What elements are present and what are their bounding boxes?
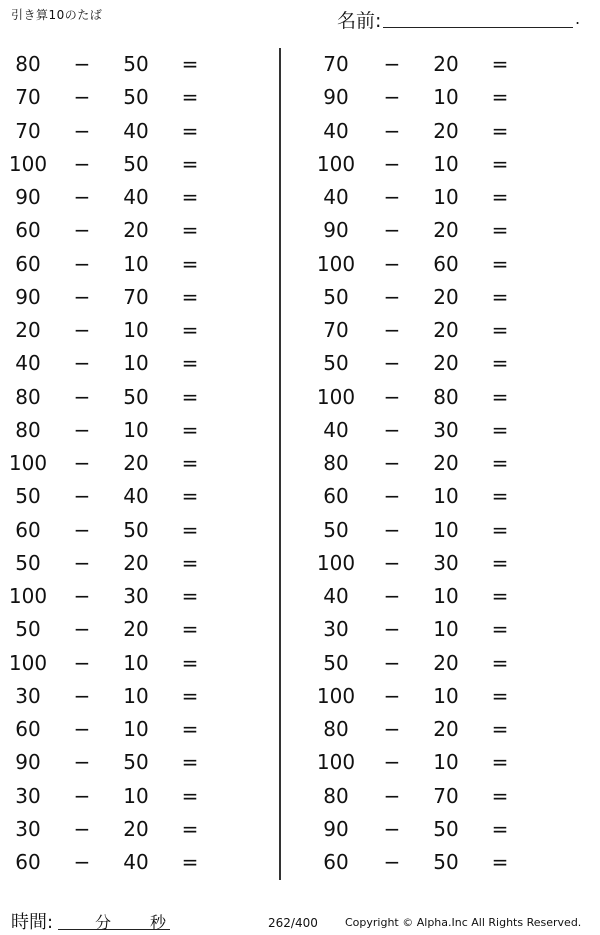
problem-row xyxy=(310,547,590,580)
subtrahend: 80 xyxy=(433,384,459,409)
equals-sign: = xyxy=(181,251,199,276)
minus-sign: − xyxy=(73,850,91,874)
minus-sign: − xyxy=(383,85,401,110)
equals-sign: = xyxy=(491,185,509,209)
minuend: 90 xyxy=(323,816,349,841)
equals-sign: = xyxy=(181,52,199,76)
minuend: 50 xyxy=(15,617,41,642)
minuend: 30 xyxy=(15,816,41,841)
equals-sign: = xyxy=(181,650,199,675)
problem-row xyxy=(310,514,590,547)
subtrahend: 50 xyxy=(123,151,149,176)
minus-sign: − xyxy=(383,783,401,808)
equals-sign: = xyxy=(181,218,199,243)
minus-sign: − xyxy=(383,218,401,243)
subtrahend: 40 xyxy=(123,118,149,143)
minuend: 40 xyxy=(323,584,349,608)
subtrahend: 40 xyxy=(123,185,149,209)
subtrahend: 10 xyxy=(433,484,459,509)
problem-row xyxy=(310,148,590,181)
subtrahend: 20 xyxy=(433,284,459,309)
equals-sign: = xyxy=(181,284,199,309)
equals-sign: = xyxy=(491,52,509,76)
problem-row xyxy=(0,48,280,81)
subtrahend: 50 xyxy=(433,850,459,874)
minuend: 50 xyxy=(323,351,349,376)
problem-row xyxy=(0,680,280,713)
minus-sign: − xyxy=(383,251,401,276)
problem-row xyxy=(0,846,280,879)
problem-row xyxy=(310,613,590,646)
subtrahend: 30 xyxy=(433,550,459,575)
minus-sign: − xyxy=(73,816,91,841)
subtrahend: 10 xyxy=(123,351,149,376)
minuend: 60 xyxy=(15,218,41,243)
minus-sign: − xyxy=(383,318,401,342)
equals-sign: = xyxy=(491,650,509,675)
minus-sign: − xyxy=(383,584,401,608)
minuend: 100 xyxy=(8,151,48,176)
page-counter: 262/400 xyxy=(268,916,318,930)
minutes-label: 分 xyxy=(95,913,112,932)
minuend: 80 xyxy=(15,417,41,442)
problem-row xyxy=(0,81,280,114)
subtrahend: 50 xyxy=(433,816,459,841)
subtrahend: 30 xyxy=(123,584,149,608)
minus-sign: − xyxy=(73,218,91,243)
minus-sign: − xyxy=(73,451,91,475)
equals-sign: = xyxy=(181,185,199,209)
minuend: 20 xyxy=(15,318,41,342)
equals-sign: = xyxy=(491,717,509,741)
problem-row xyxy=(0,148,280,181)
right-problem-column xyxy=(310,48,590,879)
equals-sign: = xyxy=(181,484,199,509)
equals-sign: = xyxy=(181,351,199,376)
equals-sign: = xyxy=(491,451,509,475)
equals-sign: = xyxy=(491,151,509,176)
subtrahend: 10 xyxy=(123,783,149,808)
minuend: 90 xyxy=(323,85,349,110)
equals-sign: = xyxy=(491,683,509,708)
equals-sign: = xyxy=(491,816,509,841)
equals-sign: = xyxy=(181,118,199,143)
subtrahend: 50 xyxy=(123,750,149,775)
minuend: 100 xyxy=(8,650,48,675)
problem-row xyxy=(310,381,590,414)
minus-sign: − xyxy=(73,384,91,409)
problem-row xyxy=(310,314,590,347)
equals-sign: = xyxy=(181,550,199,575)
subtrahend: 20 xyxy=(433,650,459,675)
subtrahend: 20 xyxy=(123,617,149,642)
minuend: 80 xyxy=(15,384,41,409)
problem-row xyxy=(0,447,280,480)
minuend: 30 xyxy=(15,783,41,808)
minus-sign: − xyxy=(383,750,401,775)
minus-sign: − xyxy=(383,816,401,841)
minus-sign: − xyxy=(383,717,401,741)
equals-sign: = xyxy=(491,417,509,442)
minus-sign: − xyxy=(73,650,91,675)
equals-sign: = xyxy=(491,550,509,575)
equals-sign: = xyxy=(491,251,509,276)
problem-row xyxy=(0,281,280,314)
minuend: 90 xyxy=(15,284,41,309)
problem-row xyxy=(310,115,590,148)
equals-sign: = xyxy=(181,417,199,442)
problem-row xyxy=(310,214,590,247)
problem-row xyxy=(0,647,280,680)
subtrahend: 10 xyxy=(123,251,149,276)
seconds-label: 秒 xyxy=(150,913,167,932)
minuend: 50 xyxy=(323,650,349,675)
equals-sign: = xyxy=(491,750,509,775)
subtrahend: 50 xyxy=(123,52,149,76)
minus-sign: − xyxy=(73,118,91,143)
equals-sign: = xyxy=(491,384,509,409)
minuend: 50 xyxy=(15,484,41,509)
minuend: 40 xyxy=(323,185,349,209)
subtrahend: 20 xyxy=(123,550,149,575)
minus-sign: − xyxy=(383,185,401,209)
equals-sign: = xyxy=(181,151,199,176)
subtrahend: 40 xyxy=(123,484,149,509)
subtrahend: 10 xyxy=(433,517,459,542)
problem-row xyxy=(310,580,590,613)
minuend: 30 xyxy=(323,617,349,642)
problem-row xyxy=(0,547,280,580)
minuend: 50 xyxy=(323,284,349,309)
subtrahend: 70 xyxy=(123,284,149,309)
subtrahend: 20 xyxy=(123,451,149,475)
minus-sign: − xyxy=(73,517,91,542)
minuend: 60 xyxy=(15,251,41,276)
minuend: 100 xyxy=(316,251,356,276)
problem-row xyxy=(0,780,280,813)
subtrahend: 10 xyxy=(123,650,149,675)
minuend: 30 xyxy=(15,683,41,708)
minus-sign: − xyxy=(73,351,91,376)
minus-sign: − xyxy=(383,351,401,376)
subtrahend: 40 xyxy=(123,850,149,874)
equals-sign: = xyxy=(491,484,509,509)
equals-sign: = xyxy=(181,850,199,874)
subtrahend: 10 xyxy=(433,85,459,110)
equals-sign: = xyxy=(181,783,199,808)
equals-sign: = xyxy=(181,384,199,409)
equals-sign: = xyxy=(491,517,509,542)
problem-row xyxy=(0,314,280,347)
subtrahend: 10 xyxy=(433,683,459,708)
problem-row xyxy=(0,480,280,513)
problem-row xyxy=(310,713,590,746)
problem-row xyxy=(0,115,280,148)
problem-row xyxy=(310,680,590,713)
minus-sign: − xyxy=(383,850,401,874)
minuend: 80 xyxy=(323,783,349,808)
problem-row xyxy=(310,480,590,513)
equals-sign: = xyxy=(491,850,509,874)
equals-sign: = xyxy=(181,318,199,342)
problem-row xyxy=(310,181,590,214)
minus-sign: − xyxy=(383,151,401,176)
subtrahend: 20 xyxy=(433,318,459,342)
minuend: 70 xyxy=(15,118,41,143)
minus-sign: − xyxy=(73,85,91,110)
minus-sign: − xyxy=(383,284,401,309)
minuend: 70 xyxy=(323,318,349,342)
subtrahend: 10 xyxy=(123,683,149,708)
minuend: 90 xyxy=(15,185,41,209)
subtrahend: 70 xyxy=(433,783,459,808)
problem-row xyxy=(310,447,590,480)
minus-sign: − xyxy=(383,451,401,475)
time-label: 時間: xyxy=(11,912,54,933)
equals-sign: = xyxy=(181,85,199,110)
problem-row xyxy=(310,813,590,846)
equals-sign: = xyxy=(181,584,199,608)
equals-sign: = xyxy=(491,318,509,342)
problem-row xyxy=(0,580,280,613)
name-field-line[interactable] xyxy=(383,27,573,28)
equals-sign: = xyxy=(491,85,509,110)
minus-sign: − xyxy=(73,151,91,176)
minuend: 60 xyxy=(323,850,349,874)
subtrahend: 10 xyxy=(433,617,459,642)
minus-sign: − xyxy=(73,318,91,342)
minus-sign: − xyxy=(73,550,91,575)
minus-sign: − xyxy=(383,484,401,509)
problem-row xyxy=(0,746,280,779)
minus-sign: − xyxy=(383,384,401,409)
subtrahend: 10 xyxy=(433,185,459,209)
name-field-end: . xyxy=(575,9,581,28)
minuend: 60 xyxy=(15,517,41,542)
minus-sign: − xyxy=(383,550,401,575)
minus-sign: − xyxy=(73,717,91,741)
minus-sign: − xyxy=(73,52,91,76)
subtrahend: 20 xyxy=(123,218,149,243)
subtrahend: 10 xyxy=(433,584,459,608)
problem-row xyxy=(0,813,280,846)
minus-sign: − xyxy=(383,52,401,76)
subtrahend: 10 xyxy=(123,417,149,442)
subtrahend: 20 xyxy=(433,118,459,143)
equals-sign: = xyxy=(491,783,509,808)
minuend: 100 xyxy=(316,550,356,575)
equals-sign: = xyxy=(181,617,199,642)
minuend: 60 xyxy=(15,717,41,741)
minus-sign: − xyxy=(73,284,91,309)
equals-sign: = xyxy=(491,584,509,608)
minuend: 50 xyxy=(15,550,41,575)
problem-row xyxy=(310,248,590,281)
problem-row xyxy=(310,48,590,81)
column-divider xyxy=(279,48,281,880)
subtrahend: 30 xyxy=(433,417,459,442)
minus-sign: − xyxy=(383,417,401,442)
minuend: 70 xyxy=(323,52,349,76)
minuend: 70 xyxy=(15,85,41,110)
equals-sign: = xyxy=(181,717,199,741)
minuend: 40 xyxy=(323,118,349,143)
minus-sign: − xyxy=(73,584,91,608)
problem-row xyxy=(0,514,280,547)
problem-row xyxy=(0,248,280,281)
subtrahend: 60 xyxy=(433,251,459,276)
subtrahend: 10 xyxy=(123,717,149,741)
problem-row xyxy=(0,414,280,447)
subtrahend: 20 xyxy=(433,52,459,76)
subtrahend: 10 xyxy=(123,318,149,342)
minuend: 100 xyxy=(8,584,48,608)
copyright-notice: Copyright © Alpha.Inc All Rights Reserved. xyxy=(345,916,582,929)
minuend: 90 xyxy=(323,218,349,243)
minuend: 80 xyxy=(15,52,41,76)
minus-sign: − xyxy=(73,683,91,708)
problem-row xyxy=(0,713,280,746)
problem-row xyxy=(310,746,590,779)
problem-row xyxy=(0,214,280,247)
equals-sign: = xyxy=(491,617,509,642)
minuend: 100 xyxy=(316,750,356,775)
minus-sign: − xyxy=(73,185,91,209)
equals-sign: = xyxy=(491,351,509,376)
problem-row xyxy=(0,347,280,380)
minus-sign: − xyxy=(73,750,91,775)
minus-sign: − xyxy=(383,617,401,642)
minus-sign: − xyxy=(73,484,91,509)
minuend: 40 xyxy=(323,417,349,442)
minus-sign: − xyxy=(73,783,91,808)
left-problem-column xyxy=(0,48,280,879)
minuend: 100 xyxy=(316,683,356,708)
subtrahend: 20 xyxy=(433,451,459,475)
problem-row xyxy=(310,281,590,314)
subtrahend: 20 xyxy=(123,816,149,841)
equals-sign: = xyxy=(181,517,199,542)
problem-row xyxy=(0,181,280,214)
minuend: 90 xyxy=(15,750,41,775)
minus-sign: − xyxy=(73,617,91,642)
minus-sign: − xyxy=(383,517,401,542)
subtrahend: 50 xyxy=(123,384,149,409)
problem-row xyxy=(310,81,590,114)
equals-sign: = xyxy=(181,451,199,475)
subtrahend: 50 xyxy=(123,85,149,110)
equals-sign: = xyxy=(181,816,199,841)
minuend: 100 xyxy=(8,451,48,475)
equals-sign: = xyxy=(181,683,199,708)
minuend: 50 xyxy=(323,517,349,542)
equals-sign: = xyxy=(491,118,509,143)
name-label: 名前: xyxy=(337,10,382,32)
minus-sign: − xyxy=(383,650,401,675)
minuend: 100 xyxy=(316,151,356,176)
problem-row xyxy=(310,780,590,813)
problem-row xyxy=(310,647,590,680)
minuend: 40 xyxy=(15,351,41,376)
problem-row xyxy=(0,613,280,646)
subtrahend: 50 xyxy=(123,517,149,542)
equals-sign: = xyxy=(181,750,199,775)
minus-sign: − xyxy=(383,118,401,143)
worksheet-title: 引き算10のたば xyxy=(11,8,103,22)
problem-row xyxy=(310,846,590,879)
subtrahend: 20 xyxy=(433,218,459,243)
minuend: 80 xyxy=(323,451,349,475)
minuend: 60 xyxy=(323,484,349,509)
problem-row xyxy=(0,381,280,414)
minus-sign: − xyxy=(73,417,91,442)
problem-row xyxy=(310,347,590,380)
subtrahend: 20 xyxy=(433,351,459,376)
minuend: 60 xyxy=(15,850,41,874)
equals-sign: = xyxy=(491,284,509,309)
subtrahend: 10 xyxy=(433,151,459,176)
subtrahend: 10 xyxy=(433,750,459,775)
minus-sign: − xyxy=(383,683,401,708)
minuend: 80 xyxy=(323,717,349,741)
minus-sign: − xyxy=(73,251,91,276)
minuend: 100 xyxy=(316,384,356,409)
equals-sign: = xyxy=(491,218,509,243)
subtrahend: 20 xyxy=(433,717,459,741)
problem-row xyxy=(310,414,590,447)
